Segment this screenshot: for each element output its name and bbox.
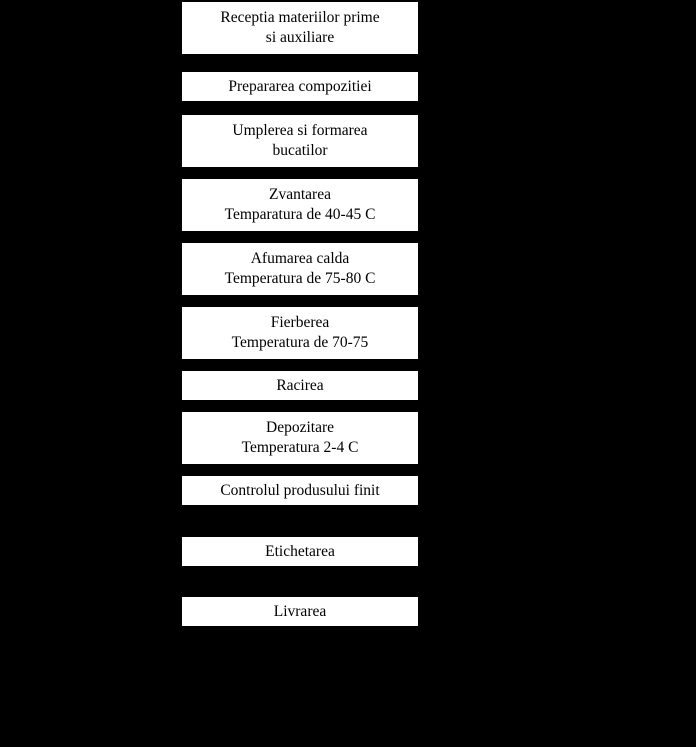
step-line: Depozitare — [266, 419, 334, 437]
process-step-box — [180, 369, 420, 402]
step-line: si auxiliare — [265, 29, 335, 46]
step-line: Etichetarea — [265, 542, 335, 560]
process-step-box — [180, 241, 420, 297]
step-line: Temperatura 2-4 C — [241, 439, 359, 456]
spacer — [180, 568, 420, 595]
step-line: Prepararea compozitiei — [228, 77, 372, 95]
step-line: Umplerea si formarea — [232, 122, 368, 140]
process-step-box — [180, 0, 420, 56]
step-line: Zvantarea — [269, 186, 331, 204]
process-step-box — [180, 535, 420, 568]
spacer — [180, 103, 420, 113]
step-line: Controlul produsului finit — [220, 481, 380, 499]
step-line: Fierberea — [270, 314, 330, 332]
step-line: Receptia materiilor prime — [220, 9, 380, 27]
step-line: Temperatura de 75-80 C — [224, 270, 376, 287]
process-step-box — [180, 474, 420, 507]
step-line: Racirea — [276, 376, 324, 394]
spacer — [180, 233, 420, 241]
spacer — [180, 466, 420, 474]
process-step-box — [180, 410, 420, 466]
spacer — [180, 297, 420, 305]
step-line: Temperatura de 70-75 — [231, 334, 369, 351]
step-line: Temparatura de 40-45 C — [224, 206, 376, 223]
step-line: Livrarea — [273, 602, 327, 620]
process-step-box — [180, 305, 420, 361]
spacer — [180, 507, 420, 535]
spacer — [180, 169, 420, 177]
spacer — [180, 402, 420, 410]
process-step-box — [180, 70, 420, 103]
process-flowchart — [180, 0, 420, 628]
process-step-box — [180, 595, 420, 628]
step-line: bucatilor — [272, 142, 328, 159]
process-step-box — [180, 113, 420, 169]
step-line: Afumarea calda — [250, 250, 350, 268]
process-step-box — [180, 177, 420, 233]
spacer — [180, 361, 420, 369]
spacer — [180, 56, 420, 70]
